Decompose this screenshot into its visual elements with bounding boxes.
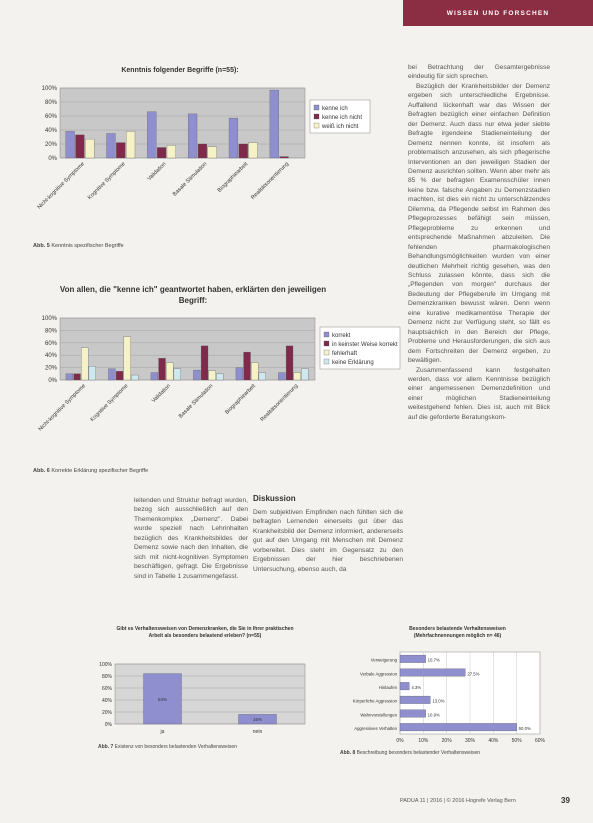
chart2-bar — [193, 370, 200, 380]
chart4-category-label: Körperliche Aggression — [352, 698, 397, 704]
chart2-bar — [89, 366, 96, 380]
chart4-value-label: 50.0% — [518, 725, 531, 731]
chart2-bar — [216, 374, 223, 380]
chart2-legend-swatch — [324, 341, 329, 346]
chart2-ytick-label: 0% — [48, 378, 57, 384]
chart2-bar — [81, 348, 88, 380]
abb5-caption: Abb. 5 Kenntnis spezifischer Begriffe — [33, 243, 124, 249]
chart3-svg — [90, 660, 310, 740]
chart4-value-label: 13.0% — [432, 698, 445, 704]
chart2-bar — [259, 373, 266, 380]
chart1-ytick-label: 100% — [41, 86, 57, 92]
chart4-xtick-label: 10% — [418, 738, 429, 744]
chart1-category-label: Nicht-kognitive Symptome — [36, 161, 86, 211]
chart1-category-label: Validation — [146, 161, 168, 183]
discussion-text: Dem subjektiven Empfinden nach fühlten sich die befragten Lernenden einerseits gut über das Krankheitsbild der Demenz informiert, andererseits gut auf den Umgang mit Menschen mit Demenz vorbereitet. Dies steht im Gegensatz zu den Ergebnissen der hier beschriebenen Untersuchung, ebenso auch, da — [253, 509, 403, 573]
section-label: WISSEN UND FORSCHEN — [446, 9, 550, 17]
chart2-ytick-label: 40% — [44, 353, 57, 360]
chart2-category-label: Basale Stimulation — [177, 383, 215, 420]
chart3-value-label: 16% — [252, 717, 263, 723]
chart2-plot-area — [60, 318, 315, 380]
footer-text: PADUA 11 | 2016 | © 2016 Hogrefe Verlag Bern — [400, 798, 516, 804]
chart1-category-label: Realitätsorientierung — [250, 161, 291, 202]
chart1-bar — [239, 144, 248, 158]
chart4-value-label: 27.5% — [467, 671, 480, 677]
chart2-category-label: Kognitive Symptome — [89, 383, 130, 424]
chart2-bar — [294, 373, 301, 380]
chart2-category-label: Nicht-kognitive Symptome — [37, 383, 87, 433]
chart3-ytick-label: 100% — [99, 662, 112, 668]
chart4-value-label: 10.9% — [427, 712, 440, 718]
chart1-legend-swatch — [314, 105, 319, 110]
chart1-bar — [85, 139, 94, 158]
chart1-bar — [167, 145, 176, 158]
chart2-legend-label: fehlerhaft — [332, 351, 358, 357]
chart1-bar — [116, 143, 125, 158]
chart2-bar — [209, 371, 216, 380]
chart2-ytick-label: 20% — [44, 365, 57, 372]
chart3-ytick-label: 40% — [101, 698, 112, 704]
chart2-category-label: Validation — [150, 383, 172, 405]
chart2-bar — [244, 352, 251, 380]
chart1-plot-area — [60, 88, 305, 158]
chart3-ytick-label: 20% — [101, 710, 112, 716]
chart4-bar — [400, 723, 517, 731]
chart4-category-label: Wahnvorstellungen — [360, 712, 397, 718]
chart2-bar — [278, 373, 285, 380]
chart2-ytick-label: 100% — [41, 316, 57, 322]
chart4-category-label: Hinlaufen — [378, 684, 397, 690]
abb7-caption: Abb. 7 Existenz von besonders belastenden Verhaltensweisen — [98, 744, 237, 750]
chart3-ytick-label: 0% — [104, 722, 112, 728]
chart4-xtick-label: 0% — [396, 738, 404, 744]
chart2-bar — [174, 369, 181, 380]
chart1-bar — [76, 135, 85, 158]
abb6-caption: Abb. 6 Korrekte Erklärung spezifischer Begriffe — [33, 468, 149, 474]
chart1-svg — [30, 80, 380, 245]
chart2-bar — [286, 346, 293, 380]
chart2-bar — [131, 375, 138, 380]
chart3-value-label: 84% — [157, 696, 168, 702]
chart2-legend-swatch — [324, 332, 329, 337]
chart4-svg — [330, 648, 555, 748]
chart3-category-label: nein — [252, 729, 263, 735]
chart1-bar — [208, 147, 217, 158]
chart1-bar — [126, 131, 135, 158]
chart1-legend-label: weiß ich nicht — [322, 124, 359, 130]
left-body-text: leitenden und Struktur befragt wurden, bezog sich ausschließlich auf den Themenkomplex „Demenz". Dabei wurde speziell nach Lehrinhalten bezüglich des Krankheitsbildes der Demenz sowie nach den Inhalten, die sich mit nicht-kognitiven Symptomen beschäftigen, gefragt. Die Ergebnisse sind in Tabelle 1 zusammengefasst. — [134, 497, 248, 580]
chart4-xtick-label: 40% — [488, 738, 499, 744]
chart2-bar — [108, 369, 115, 380]
chart1-bar — [249, 143, 258, 158]
chart2-bar — [251, 363, 258, 380]
chart2-bar — [66, 374, 73, 380]
chart4-value-label: 4.3% — [411, 684, 422, 690]
chart1-category-label: Biographiearbeit — [216, 161, 250, 194]
chart4-bar — [400, 669, 465, 677]
chart4-xtick-label: 60% — [534, 738, 546, 744]
chart4-category-label: Verweigerung — [370, 657, 397, 663]
chart4-bar — [400, 682, 409, 690]
chart2-bar — [236, 368, 243, 380]
chart3-title: Gibt es Verhaltensweisen von Demenzkranken, die Sie in Ihrer praktischen Arbeit als besonders belastend erleben? (n=55) — [116, 626, 294, 639]
chart4-xtick-label: 50% — [511, 738, 522, 744]
chart1-bar — [66, 131, 75, 158]
chart4-category-label: Aggressives Verhalten — [354, 725, 397, 731]
chart2-bar — [116, 371, 123, 380]
chart2-title: Von allen, die "kenne ich" geantwortet haben, erklärten den jeweiligen Begriff: — [59, 285, 327, 305]
right-body-text: bei Betrachtung der Gesamtergebnisse eindeutig für sich sprechen. Bezüglich der Krankheitsbilder der Demenz ergeben sich unterschiedliche Ergebnisse. Auffallend lückenhaft war das Wissen der Befragten bezüglich einer einfachen Definition der Demenz. Auch dass nur etwa jeder siebte Befragte irgendeine Stadieneinteilung der Demenz nennen konnte, ist insofern als problematisch anzusehen, als sich pflegerische Interventionen an den jeweiligen Stadien der Demenz ausrichten sollten. Wenn aber mehr als 85 % der befragten Examensschüler innen keine bzw. falsche Angaben zu Demenzstadien machten, ist dies ein nicht zu unterschätzendes Dilemma, da Pflegende selbst im Rahmen des Pflegeprozesses befähigt sein müssen, Pflegeprobleme zu erkennen und entsprechende Maßnahmen abzuleiten. Die fehlenden pharmakologischen Behandlungsmöglichkeiten wurden von einer deutlichen Mehrheit richtig gesehen, was den Schluss zulassen könnte, dass sich die „Pflegenden von morgen" durchaus der Bedeutung der Pflegeberufe im Umgang mit Demenzkranken bewusst wären. Denn wenn eine kurative medikamentöse Therapie der Demenz nicht zur Verfügung steht, so fällt es hauptsächlich in den Bereich der Pflege, Probleme und Herausforderungen, die sich aus dem Fortschreiten der Demenz ergeben, zu bewältigen. Zusammenfassend kann festgehalten werden, dass vor allem Kenntnisse bezüglich einer angemessenen Demenzdefinition und einer möglichen Stadieneinteilung weitestgehend fehlen. Dies ist, auch mit Blick auf die geforderte Beratungskom- — [408, 64, 550, 421]
chart1-ytick-label: 20% — [44, 142, 57, 148]
chart3-category-label: ja — [160, 729, 165, 735]
page-number: 39 — [561, 796, 570, 805]
chart1-legend-swatch — [314, 114, 319, 119]
chart3-ytick-label: 60% — [101, 686, 112, 692]
chart4-value-label: 10.7% — [427, 657, 440, 663]
chart2-legend-swatch — [324, 359, 329, 364]
chart2-bar — [201, 346, 208, 380]
chart1-legend-swatch — [314, 123, 319, 128]
discussion-heading: Diskussion — [253, 494, 296, 503]
chart2-bar — [301, 369, 308, 380]
chart4-xtick-label: 20% — [441, 738, 452, 744]
chart1-bar — [280, 157, 289, 158]
chart1-bar — [270, 90, 279, 158]
chart2-bar — [151, 373, 158, 380]
chart2-legend-label: korrekt — [332, 333, 351, 339]
chart1-bar — [188, 114, 197, 158]
chart1-legend-label: kenne ich nicht — [322, 115, 363, 121]
chart4-bar — [400, 710, 426, 718]
chart1-ytick-label: 40% — [44, 128, 57, 134]
chart1-bar — [229, 118, 238, 158]
chart1-bar — [107, 134, 116, 159]
chart1-category-label: Kognitive Symptome — [86, 161, 127, 202]
chart2-ytick-label: 60% — [44, 340, 57, 347]
chart1-legend-label: kenne ich — [322, 106, 348, 112]
chart1-bar — [147, 112, 156, 158]
chart4-xtick-label: 30% — [464, 738, 476, 744]
chart2-svg — [30, 310, 405, 475]
chart1-ytick-label: 0% — [48, 156, 57, 162]
chart1-category-label: Basale Stimulation — [171, 161, 209, 198]
discussion-section — [253, 494, 403, 574]
chart2-legend-label: keine Erklärung — [332, 360, 374, 366]
chart2-bar — [159, 358, 166, 380]
chart4-title: Besonders belastende Verhaltensweisen (Mehrfachnennungen möglich n= 46) — [409, 626, 506, 639]
chart1-bar — [157, 148, 166, 159]
chart1-ytick-label: 60% — [44, 114, 57, 120]
chart2-category-label: Realitätsorientierung — [259, 383, 300, 424]
chart3-ytick-label: 80% — [101, 674, 112, 680]
chart2-bar — [74, 374, 81, 380]
chart2-ytick-label: 80% — [44, 328, 57, 335]
section-header-tab — [403, 0, 593, 26]
chart2-bar — [166, 363, 173, 380]
abb8-caption: Abb. 8 Beschreibung besonders belastender Verhaltensweisen — [340, 750, 481, 756]
chart4-bar — [400, 696, 430, 704]
chart4-bar — [400, 655, 426, 663]
chart2-bar — [124, 337, 131, 380]
chart2-legend-label: in keinster Weise korrekt — [332, 342, 398, 348]
chart4-category-label: Verbale Aggression — [359, 671, 397, 677]
chart2-legend-swatch — [324, 350, 329, 355]
chart1-ytick-label: 80% — [44, 100, 57, 106]
chart2-category-label: Biographiearbeit — [224, 383, 257, 416]
chart1-bar — [198, 144, 207, 158]
chart1-title: Kenntnis folgender Begriffe (n=55): — [121, 67, 239, 74]
